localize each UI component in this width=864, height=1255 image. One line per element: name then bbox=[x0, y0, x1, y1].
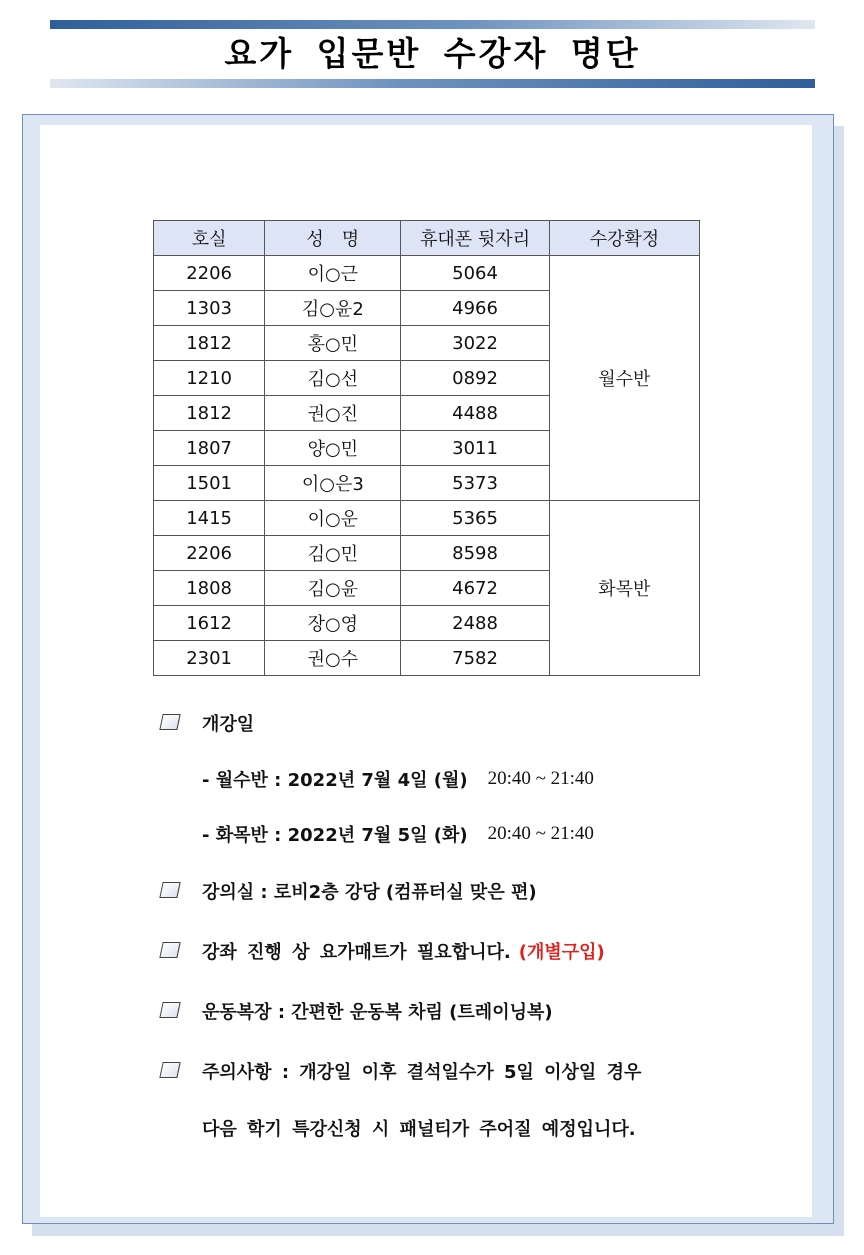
note-caution bbox=[160, 1058, 641, 1084]
checkbox-icon bbox=[160, 713, 182, 733]
cell-class-group: 화목반 bbox=[549, 501, 699, 676]
cell-name: 권○진 bbox=[265, 396, 401, 431]
mat-text: 강좌 진행 상 요가매트가 필요합니다. bbox=[202, 942, 511, 963]
cell-room: 2301 bbox=[154, 641, 265, 676]
mat-note: (개별구입) bbox=[518, 942, 605, 963]
tue-thu-text: - 화목반 : 2022년 7월 5일 (화) bbox=[202, 825, 468, 846]
table-row bbox=[154, 501, 700, 536]
cell-phone: 7582 bbox=[401, 641, 549, 676]
table-body bbox=[154, 256, 700, 676]
checkbox-icon bbox=[160, 1061, 182, 1081]
note-mon-wed bbox=[160, 766, 594, 792]
cell-room: 1807 bbox=[154, 431, 265, 466]
cell-phone: 4966 bbox=[401, 291, 549, 326]
note-caution-cont bbox=[160, 1115, 636, 1141]
note-tue-thu bbox=[160, 821, 594, 847]
note-opening bbox=[160, 710, 254, 736]
cell-name: 이○운 bbox=[265, 501, 401, 536]
cell-name: 이○은3 bbox=[265, 466, 401, 501]
cell-name: 김○윤 bbox=[265, 571, 401, 606]
cell-name: 홍○민 bbox=[265, 326, 401, 361]
cell-room: 1303 bbox=[154, 291, 265, 326]
roster-table bbox=[153, 220, 700, 676]
page-title: 요가 입문반 수강자 명단 bbox=[224, 34, 641, 73]
table-header-row bbox=[154, 221, 700, 256]
cell-phone: 5373 bbox=[401, 466, 549, 501]
tue-thu-time: 20:40 ~ 21:40 bbox=[487, 823, 594, 844]
header-room: 호실 bbox=[154, 221, 265, 256]
table-row bbox=[154, 256, 700, 291]
cell-phone: 3022 bbox=[401, 326, 549, 361]
cell-phone: 5365 bbox=[401, 501, 549, 536]
checkbox-icon bbox=[160, 1001, 182, 1021]
mon-wed-text: - 월수반 : 2022년 7월 4일 (월) bbox=[202, 770, 468, 791]
cell-name: 이○근 bbox=[265, 256, 401, 291]
cell-name: 김○선 bbox=[265, 361, 401, 396]
note-mat bbox=[160, 938, 605, 964]
cell-room: 1501 bbox=[154, 466, 265, 501]
title-bottom-bar bbox=[50, 79, 815, 88]
header-confirm: 수강확정 bbox=[549, 221, 699, 256]
cell-room: 1415 bbox=[154, 501, 265, 536]
checkbox-icon bbox=[160, 881, 182, 901]
clothing-text: 운동복장 : 간편한 운동복 차림 (트레이닝복) bbox=[202, 1002, 553, 1023]
cell-class-group: 월수반 bbox=[549, 256, 699, 501]
cell-name: 김○윤2 bbox=[265, 291, 401, 326]
cell-room: 1812 bbox=[154, 326, 265, 361]
cell-room: 1808 bbox=[154, 571, 265, 606]
cell-room: 2206 bbox=[154, 536, 265, 571]
cell-name: 양○민 bbox=[265, 431, 401, 466]
cell-room: 1812 bbox=[154, 396, 265, 431]
checkbox-icon bbox=[160, 941, 182, 961]
cell-phone: 2488 bbox=[401, 606, 549, 641]
header-name: 성 명 bbox=[265, 221, 401, 256]
opening-label: 개강일 bbox=[202, 714, 255, 735]
cell-name: 김○민 bbox=[265, 536, 401, 571]
cell-phone: 4672 bbox=[401, 571, 549, 606]
mon-wed-time: 20:40 ~ 21:40 bbox=[487, 768, 594, 789]
cell-phone: 8598 bbox=[401, 536, 549, 571]
cell-phone: 5064 bbox=[401, 256, 549, 291]
header-phone: 휴대폰 뒷자리 bbox=[401, 221, 549, 256]
caution-line-2: 다음 학기 특강신청 시 패널티가 주어질 예정입니다. bbox=[202, 1119, 636, 1140]
caution-line-1: 주의사항 : 개강일 이후 결석일수가 5일 이상일 경우 bbox=[202, 1062, 642, 1083]
cell-name: 권○수 bbox=[265, 641, 401, 676]
cell-name: 장○영 bbox=[265, 606, 401, 641]
note-clothing bbox=[160, 998, 553, 1024]
cell-room: 1612 bbox=[154, 606, 265, 641]
cell-phone: 0892 bbox=[401, 361, 549, 396]
cell-phone: 3011 bbox=[401, 431, 549, 466]
title-top-bar bbox=[50, 20, 815, 29]
cell-phone: 4488 bbox=[401, 396, 549, 431]
cell-room: 2206 bbox=[154, 256, 265, 291]
note-classroom bbox=[160, 878, 537, 904]
classroom-text: 강의실 : 로비2층 강당 (컴퓨터실 맞은 편) bbox=[202, 882, 537, 903]
cell-room: 1210 bbox=[154, 361, 265, 396]
